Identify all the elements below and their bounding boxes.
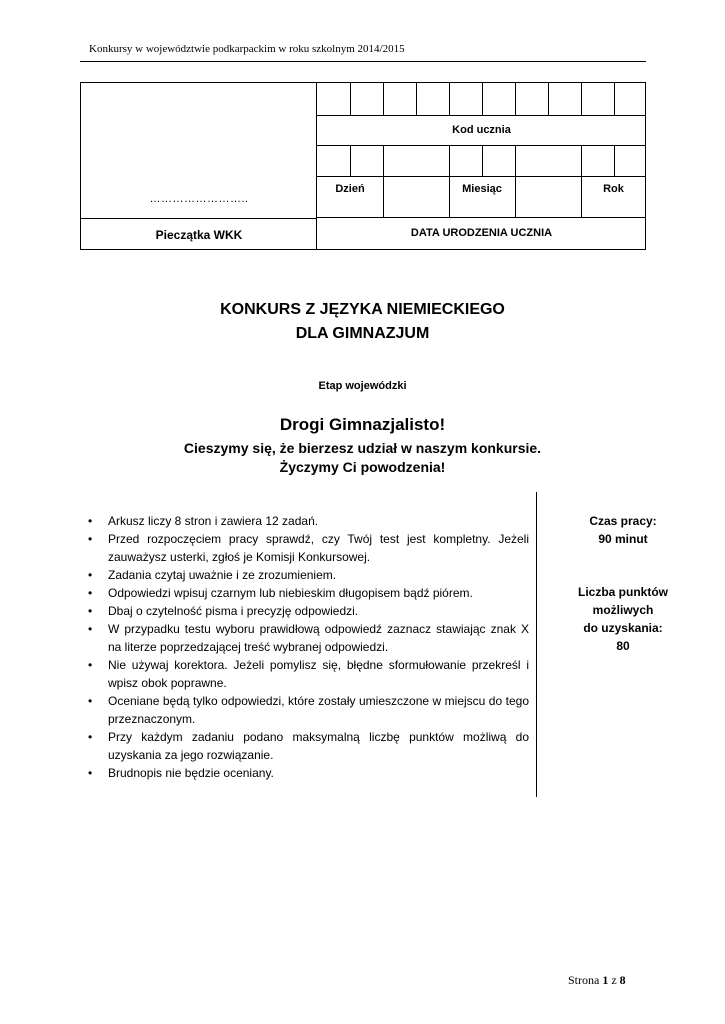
greeting-heading: Drogi Gimnazjalisto! bbox=[279, 415, 446, 434]
page-word: Strona bbox=[568, 973, 600, 987]
contest-subtitle: DLA GIMNAZJUM bbox=[295, 325, 430, 342]
month-label: Miesiąc bbox=[462, 183, 502, 195]
max-points-value: 80 bbox=[616, 639, 630, 653]
rule-item: • Przy każdym zadaniu podano maksymalną liczbę punktów możliwą do uzyskania za jego rozwiązanie. bbox=[88, 728, 529, 764]
work-time-value: 90 minut bbox=[598, 532, 648, 546]
birth-date-boxes[interactable] bbox=[317, 146, 646, 177]
work-time-label: Czas pracy: bbox=[589, 514, 657, 528]
max-points-info bbox=[550, 583, 696, 655]
page-number bbox=[568, 973, 626, 988]
rule-item: • Dbaj o czytelność pisma i precyzję odpowiedzi. bbox=[88, 602, 529, 620]
rule-item: • Arkusz liczy 8 stron i zawiera 12 zadań. bbox=[88, 512, 529, 530]
day-label: Dzień bbox=[335, 183, 365, 195]
stamp-label-cell bbox=[81, 218, 317, 250]
page-of: z bbox=[611, 973, 617, 987]
max-points-label-2: możliwych bbox=[592, 603, 654, 617]
birth-date-labels-row bbox=[317, 177, 646, 218]
rule-item: • Oceniane będą tylko odpowiedzi, które zostały umieszczone w miejscu do tego przeznaczonym. bbox=[88, 692, 529, 728]
student-code-label: Kod ucznia bbox=[452, 124, 511, 136]
stamp-signature-dots: …………………….. bbox=[149, 193, 249, 205]
rule-item: • Przed rozpoczęciem pracy sprawdź, czy Twój test jest kompletny. Jeżeli zauważysz usterki, zgłoś je Komisji Konkursowej. bbox=[88, 530, 529, 566]
stamp-area bbox=[81, 83, 317, 218]
max-points-label-1: Liczba punktów bbox=[578, 585, 668, 599]
student-code-label-row bbox=[317, 116, 646, 146]
greeting-line-2: Życzymy Ci powodzenia! bbox=[279, 459, 446, 475]
greeting-line-1: Cieszymy się, że bierzesz udział w naszym konkursie. bbox=[183, 440, 542, 456]
student-data-grid bbox=[317, 83, 646, 250]
rules-list bbox=[88, 512, 529, 782]
rule-item: • Odpowiedzi wpisuj czarnym lub niebieskim długopisem bądź piórem. bbox=[88, 584, 529, 602]
rule-item: • Zadania czytaj uważnie i ze zrozumieniem. bbox=[88, 566, 529, 584]
work-time-info bbox=[550, 512, 696, 548]
rule-item: • Brudnopis nie będzie oceniany. bbox=[88, 764, 529, 782]
rule-item: • Nie używaj korektora. Jeżeli pomylisz się, błędne sformułowanie przekreśl i wpisz obok poprawne. bbox=[88, 656, 529, 692]
page-total: 8 bbox=[619, 973, 626, 987]
contest-stage: Etap wojewódzki bbox=[318, 380, 407, 392]
rule-item: • W przypadku testu wyboru prawidłową odpowiedź zaznacz stawiając znak X na literze poprzedzającej treść wybranej odpowiedzi. bbox=[88, 620, 529, 656]
student-code-boxes[interactable] bbox=[317, 83, 646, 116]
year-label: Rok bbox=[603, 183, 624, 195]
student-info-table bbox=[80, 82, 646, 250]
contest-title: KONKURS Z JĘZYKA NIEMIECKIEGO bbox=[220, 301, 505, 318]
rules-divider bbox=[536, 492, 537, 797]
page-current: 1 bbox=[602, 973, 609, 987]
page-header-text: Konkursy w województwie podkarpackim w roku szkolnym 2014/2015 bbox=[89, 43, 405, 55]
birth-date-caption-row bbox=[317, 218, 646, 250]
birth-date-caption: DATA URODZENIA UCZNIA bbox=[410, 227, 553, 239]
header-divider bbox=[80, 61, 646, 62]
stamp-label: Pieczątka WKK bbox=[155, 228, 243, 242]
max-points-label-3: do uzyskania: bbox=[583, 621, 663, 635]
